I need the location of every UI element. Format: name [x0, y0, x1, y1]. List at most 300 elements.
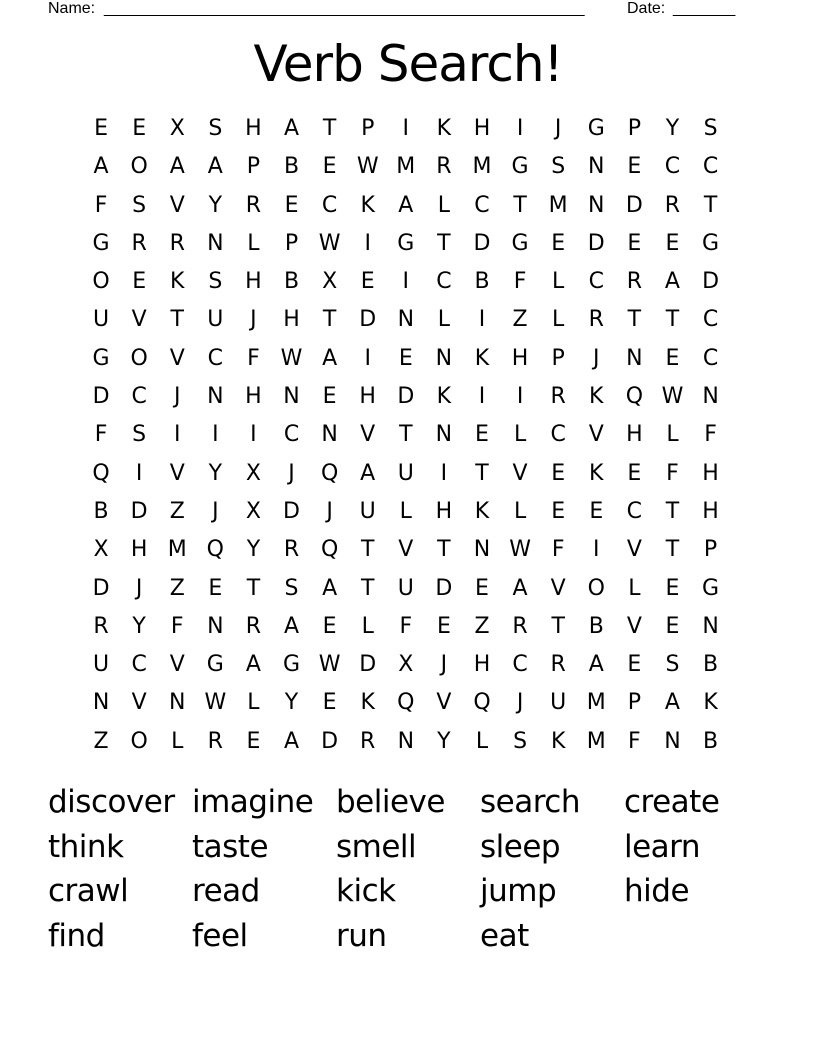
- grid-cell: A: [283, 613, 300, 639]
- grid-cell: D: [359, 652, 377, 678]
- word-bank-item: think: [48, 828, 124, 865]
- grid-cell: A: [283, 728, 300, 754]
- grid-cell: E: [208, 575, 223, 601]
- grid-cell: O: [130, 154, 148, 180]
- word-bank-item: taste: [192, 828, 269, 865]
- grid-cell: V: [131, 690, 147, 716]
- grid-cell: I: [516, 116, 524, 141]
- grid-cell: E: [132, 116, 147, 141]
- name-line: ______________________________________________________: [104, 0, 585, 17]
- grid-cell: P: [627, 116, 641, 141]
- grid-cell: R: [626, 269, 642, 295]
- grid-cell: H: [245, 116, 262, 141]
- grid-cell: E: [551, 460, 566, 486]
- grid-cell: T: [437, 230, 451, 256]
- grid-cell: X: [169, 116, 185, 141]
- grid-cell: E: [665, 345, 680, 371]
- grid-cell: D: [283, 498, 300, 524]
- grid-cell: I: [212, 422, 219, 448]
- grid-cell: G: [282, 652, 301, 678]
- grid-cell: P: [551, 345, 565, 371]
- word-bank-item: believe: [336, 784, 445, 820]
- grid-cell: V: [398, 537, 414, 563]
- grid-cell: I: [593, 537, 600, 563]
- grid-cell: P: [246, 154, 261, 180]
- grid-cell: E: [132, 269, 147, 295]
- grid-cell: G: [587, 116, 605, 141]
- word-bank-item: sleep: [480, 828, 561, 865]
- grid-cell: N: [321, 422, 338, 448]
- grid-cell: B: [588, 613, 604, 639]
- grid-cell: W: [204, 690, 227, 716]
- grid-cell: N: [588, 154, 605, 180]
- grid-cell: T: [551, 613, 565, 639]
- grid-cell: L: [437, 192, 451, 218]
- grid-cell: Q: [92, 460, 110, 486]
- grid-cell: I: [478, 307, 486, 333]
- grid-cell: B: [283, 154, 300, 180]
- grid-cell: J: [173, 384, 181, 410]
- grid-cell: C: [321, 192, 338, 218]
- grid-cell: F: [399, 613, 413, 639]
- grid-cell: E: [246, 728, 261, 754]
- grid-cell: E: [398, 345, 413, 371]
- grid-cell: F: [628, 728, 641, 754]
- grid-cell: N: [207, 613, 224, 639]
- grid-cell: X: [322, 269, 338, 295]
- grid-cell: M: [396, 154, 416, 180]
- grid-cell: H: [359, 384, 376, 410]
- grid-cell: X: [245, 460, 261, 486]
- grid-cell: G: [92, 230, 110, 256]
- grid-cell: Q: [473, 690, 491, 716]
- grid-cell: R: [207, 728, 223, 754]
- grid-cell: T: [360, 575, 375, 601]
- grid-cell: H: [283, 307, 300, 333]
- grid-cell: E: [665, 613, 680, 639]
- grid-cell: D: [625, 192, 643, 218]
- grid-cell: H: [245, 269, 262, 295]
- grid-cell: N: [92, 690, 110, 716]
- grid-cell: J: [212, 498, 219, 524]
- grid-cell: V: [131, 307, 147, 333]
- grid-cell: L: [552, 307, 565, 333]
- grid-cell: T: [170, 307, 184, 333]
- word-bank: [48, 780, 768, 959]
- grid-cell: I: [364, 345, 371, 371]
- grid-cell: K: [360, 192, 375, 218]
- word-bank-item: learn: [624, 828, 701, 865]
- grid-cell: I: [250, 422, 257, 448]
- grid-cell: L: [552, 269, 565, 295]
- grid-cell: E: [94, 116, 108, 141]
- grid-cell: M: [586, 728, 606, 754]
- grid-cell: M: [167, 537, 187, 563]
- grid-cell: H: [702, 460, 719, 486]
- grid-cell: S: [513, 728, 528, 754]
- grid-cell: H: [473, 116, 491, 141]
- grid-cell: G: [92, 345, 110, 371]
- word-bank-item: read: [192, 873, 260, 910]
- grid-cell: N: [397, 307, 415, 333]
- grid-cell: G: [206, 652, 224, 678]
- grid-cell: L: [171, 728, 184, 754]
- grid-cell: Z: [93, 728, 109, 754]
- grid-cell: C: [436, 269, 452, 295]
- grid-cell: E: [475, 575, 489, 601]
- grid-cell: L: [513, 422, 527, 448]
- grid-cell: A: [93, 154, 109, 180]
- grid-cell: T: [322, 307, 337, 333]
- grid-cell: F: [551, 537, 565, 563]
- grid-cell: O: [587, 575, 605, 601]
- grid-cell: K: [474, 498, 490, 524]
- grid-cell: N: [169, 690, 186, 716]
- grid-cell: V: [169, 652, 185, 678]
- grid-cell: T: [703, 192, 718, 218]
- grid-cell: B: [703, 652, 719, 678]
- grid-cell: C: [702, 307, 719, 333]
- grid-cell: K: [436, 384, 452, 410]
- grid-cell: A: [664, 269, 680, 295]
- grid-cell: Y: [208, 192, 223, 218]
- grid-cell: F: [666, 460, 679, 486]
- grid-cell: Z: [169, 575, 185, 601]
- grid-cell: T: [665, 537, 680, 563]
- grid-cell: R: [169, 230, 185, 256]
- grid-cell: J: [326, 498, 333, 524]
- grid-cell: C: [474, 192, 490, 218]
- grid-cell: E: [627, 460, 642, 486]
- grid-cell: A: [360, 460, 376, 486]
- grid-cell: T: [437, 537, 451, 563]
- grid-cell: H: [511, 345, 529, 371]
- grid-cell: S: [132, 192, 147, 218]
- grid-cell: C: [702, 345, 719, 371]
- grid-cell: B: [283, 269, 300, 295]
- grid-cell: E: [589, 498, 604, 524]
- grid-cell: L: [247, 690, 260, 716]
- date-label: Date:: [627, 0, 666, 17]
- grid-cell: B: [93, 498, 109, 524]
- grid-cell: J: [516, 690, 524, 716]
- word-bank-item: search: [480, 784, 580, 820]
- grid-cell: N: [626, 345, 643, 371]
- grid-cell: R: [245, 613, 262, 639]
- grid-cell: Q: [625, 384, 644, 410]
- grid-cell: X: [245, 498, 261, 524]
- grid-cell: I: [478, 384, 486, 410]
- grid-cell: A: [322, 345, 338, 371]
- grid-cell: K: [360, 690, 375, 716]
- grid-cell: S: [208, 116, 223, 141]
- grid-cell: F: [513, 269, 527, 295]
- grid-cell: A: [245, 652, 261, 678]
- letter-grid: [82, 110, 730, 761]
- grid-cell: R: [245, 192, 262, 218]
- grid-cell: E: [665, 230, 680, 256]
- grid-cell: D: [359, 307, 377, 333]
- grid-cell: L: [666, 422, 679, 448]
- grid-cell: E: [475, 422, 489, 448]
- grid-cell: V: [360, 422, 376, 448]
- grid-cell: I: [440, 460, 448, 486]
- grid-cell: K: [589, 460, 604, 486]
- grid-cell: Q: [320, 460, 339, 486]
- grid-cell: N: [664, 728, 681, 754]
- grid-cell: E: [627, 652, 642, 678]
- grid-cell: A: [322, 575, 338, 601]
- grid-cell: L: [399, 498, 412, 524]
- grid-cell: U: [397, 575, 414, 601]
- grid-cell: K: [170, 269, 185, 295]
- grid-cell: M: [472, 154, 492, 180]
- grid-cell: B: [703, 728, 719, 754]
- grid-cell: N: [207, 384, 224, 410]
- grid-cell: F: [247, 345, 260, 371]
- word-bank-item: feel: [192, 918, 248, 955]
- grid-cell: E: [322, 690, 337, 716]
- grid-cell: W: [661, 384, 684, 410]
- grid-cell: A: [283, 116, 300, 141]
- grid-cell: Z: [169, 498, 185, 524]
- grid-cell: T: [513, 192, 527, 218]
- word-bank-item: jump: [480, 873, 557, 910]
- grid-cell: E: [284, 192, 299, 218]
- grid-cell: R: [93, 613, 109, 639]
- grid-cell: V: [169, 192, 185, 218]
- grid-cell: U: [550, 690, 567, 716]
- grid-cell: K: [550, 728, 566, 754]
- grid-cell: T: [360, 537, 375, 563]
- grid-cell: U: [92, 652, 110, 678]
- grid-cell: S: [132, 422, 147, 448]
- grid-cell: N: [435, 345, 453, 371]
- grid-cell: M: [586, 690, 606, 716]
- grid-cell: V: [588, 422, 604, 448]
- grid-cell: V: [626, 613, 642, 639]
- word-bank-item: discover: [48, 784, 175, 820]
- grid-cell: E: [551, 230, 566, 256]
- grid-cell: G: [702, 230, 720, 256]
- grid-cell: E: [627, 230, 642, 256]
- grid-cell: L: [247, 230, 260, 256]
- grid-cell: N: [702, 384, 719, 410]
- grid-cell: A: [512, 575, 528, 601]
- word-bank-item: smell: [336, 828, 417, 865]
- grid-cell: E: [322, 384, 337, 410]
- grid-cell: D: [92, 384, 110, 410]
- grid-cell: P: [627, 690, 641, 716]
- grid-cell: A: [398, 192, 414, 218]
- grid-cell: X: [398, 652, 414, 678]
- grid-cell: T: [475, 460, 489, 486]
- grid-cell: R: [550, 384, 566, 410]
- grid-cell: I: [516, 384, 524, 410]
- grid-cell: A: [664, 690, 680, 716]
- grid-cell: D: [473, 230, 491, 256]
- grid-cell: S: [208, 269, 223, 295]
- grid-cell: A: [207, 154, 223, 180]
- grid-cell: Y: [665, 116, 680, 141]
- grid-cell: V: [436, 690, 452, 716]
- grid-cell: Y: [208, 460, 223, 486]
- grid-cell: V: [550, 575, 566, 601]
- grid-cell: T: [665, 498, 680, 524]
- grid-cell: K: [474, 345, 490, 371]
- grid-cell: R: [360, 728, 376, 754]
- grid-cell: G: [397, 230, 415, 256]
- grid-cell: N: [473, 537, 491, 563]
- grid-cell: F: [94, 192, 108, 218]
- grid-cell: L: [628, 575, 641, 601]
- grid-cell: T: [322, 116, 337, 141]
- grid-cell: T: [399, 422, 413, 448]
- grid-cell: R: [283, 537, 300, 563]
- page-title: Verb Search!: [253, 35, 563, 93]
- grid-cell: U: [207, 307, 224, 333]
- grid-cell: J: [288, 460, 295, 486]
- grid-cell: T: [665, 307, 680, 333]
- word-bank-item: crawl: [48, 873, 129, 910]
- word-bank-item: hide: [624, 873, 690, 910]
- date-line: _______: [673, 0, 736, 17]
- grid-cell: N: [397, 728, 415, 754]
- grid-cell: C: [588, 269, 604, 295]
- grid-cell: J: [135, 575, 143, 601]
- grid-cell: V: [169, 345, 185, 371]
- word-bank-item: find: [48, 918, 105, 955]
- grid-cell: C: [626, 498, 643, 524]
- grid-cell: N: [435, 422, 453, 448]
- grid-cell: J: [593, 345, 600, 371]
- grid-cell: N: [588, 192, 605, 218]
- grid-cell: S: [284, 575, 299, 601]
- grid-cell: Z: [474, 613, 490, 639]
- header: [48, 0, 748, 20]
- grid-cell: Y: [284, 690, 299, 716]
- grid-cell: Y: [132, 613, 146, 639]
- grid-cell: T: [246, 575, 261, 601]
- grid-cell: O: [130, 345, 148, 371]
- grid-cell: X: [93, 537, 109, 563]
- grid-cell: R: [512, 613, 528, 639]
- grid-cell: C: [131, 384, 147, 410]
- grid-cell: R: [436, 154, 452, 180]
- grid-cell: H: [130, 537, 148, 563]
- grid-cell: K: [703, 690, 718, 716]
- grid-cell: D: [92, 575, 110, 601]
- grid-cell: H: [435, 498, 453, 524]
- grid-cell: C: [550, 422, 566, 448]
- grid-cell: E: [322, 154, 337, 180]
- grid-cell: M: [548, 192, 568, 218]
- grid-cell: O: [92, 269, 110, 295]
- grid-cell: Y: [437, 728, 451, 754]
- grid-cell: L: [475, 728, 489, 754]
- grid-cell: E: [360, 269, 375, 295]
- grid-cell: C: [131, 652, 147, 678]
- grid-cell: L: [513, 498, 527, 524]
- grid-cell: C: [512, 652, 528, 678]
- grid-cell: C: [283, 422, 300, 448]
- grid-cell: D: [321, 728, 339, 754]
- grid-cell: E: [322, 613, 337, 639]
- word-bank-item: create: [624, 784, 720, 820]
- grid-cell: P: [703, 537, 718, 563]
- grid-cell: S: [665, 652, 680, 678]
- grid-cell: U: [397, 460, 414, 486]
- grid-cell: R: [550, 652, 566, 678]
- grid-cell: D: [702, 269, 720, 295]
- grid-cell: S: [703, 116, 718, 141]
- grid-cell: V: [169, 460, 185, 486]
- grid-cell: J: [554, 116, 562, 141]
- grid-cell: F: [704, 422, 717, 448]
- grid-cell: F: [94, 422, 108, 448]
- grid-cell: K: [589, 384, 604, 410]
- grid-cell: Q: [206, 537, 224, 563]
- word-bank-item: run: [336, 918, 387, 955]
- grid-cell: U: [359, 498, 376, 524]
- grid-cell: D: [130, 498, 148, 524]
- grid-cell: C: [664, 154, 681, 180]
- grid-cell: P: [361, 116, 375, 141]
- grid-cell: E: [551, 498, 566, 524]
- grid-cell: R: [664, 192, 681, 218]
- grid-cell: F: [170, 613, 184, 639]
- grid-cell: J: [250, 307, 257, 333]
- grid-cell: N: [207, 230, 224, 256]
- word-bank-item: eat: [480, 918, 529, 955]
- grid-cell: H: [702, 498, 719, 524]
- grid-cell: C: [207, 345, 224, 371]
- grid-cell: I: [135, 460, 143, 486]
- grid-cell: E: [436, 613, 451, 639]
- name-label: Name:: [48, 0, 96, 17]
- grid-cell: Q: [397, 690, 415, 716]
- grid-cell: W: [509, 537, 531, 563]
- grid-cell: U: [92, 307, 110, 333]
- grid-cell: H: [245, 384, 262, 410]
- grid-cell: D: [435, 575, 453, 601]
- grid-cell: Q: [320, 537, 339, 563]
- grid-cell: D: [587, 230, 605, 256]
- grid-cell: E: [665, 575, 680, 601]
- grid-cell: I: [173, 422, 181, 448]
- grid-cell: T: [627, 307, 642, 333]
- grid-cell: L: [361, 613, 374, 639]
- grid-cell: G: [702, 575, 720, 601]
- grid-cell: G: [511, 154, 529, 180]
- grid-cell: V: [512, 460, 528, 486]
- grid-cell: W: [356, 154, 379, 180]
- grid-cell: W: [280, 345, 303, 371]
- grid-cell: W: [318, 652, 341, 678]
- grid-cell: H: [626, 422, 643, 448]
- grid-cell: Y: [246, 537, 261, 563]
- grid-cell: E: [627, 154, 642, 180]
- grid-cell: K: [436, 116, 452, 141]
- grid-cell: H: [473, 652, 491, 678]
- grid-cell: W: [318, 230, 341, 256]
- grid-cell: B: [474, 269, 490, 295]
- grid-cell: V: [626, 537, 642, 563]
- grid-cell: J: [440, 652, 448, 678]
- grid-cell: I: [402, 116, 410, 141]
- grid-cell: N: [283, 384, 300, 410]
- grid-cell: O: [130, 728, 148, 754]
